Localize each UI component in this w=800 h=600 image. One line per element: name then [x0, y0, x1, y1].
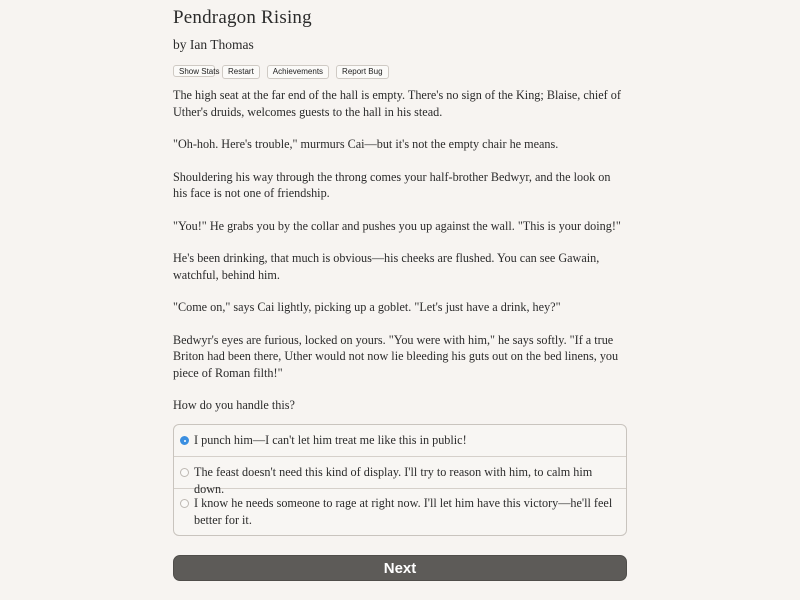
choice-label: I punch him—I can't let him treat me like this in public! [194, 433, 467, 447]
story-paragraph: The high seat at the far end of the hall is empty. There's no sign of the King; Blaise, chief of Uther's druids, welcomes guests to the hall in his stead. [173, 88, 621, 119]
story-paragraph: Bedwyr's eyes are furious, locked on yours. "You were with him," he says softly. "If a true Briton had been there, Uther would not now lie bleeding his guts out on the bed linens, you piece of Roman filth!" [173, 332, 619, 380]
story-text [173, 87, 627, 430]
story-paragraph: Shouldering his way through the throng comes your half-brother Bedwyr, and the look on his face is not one of friendship. [173, 169, 611, 200]
game-byline: by Ian Thomas [173, 37, 254, 52]
choice-list [173, 424, 627, 536]
radio-unselected-icon[interactable] [180, 468, 189, 477]
story-paragraph: "You!" He grabs you by the collar and pushes you up against the wall. "This is your doing!" [173, 218, 621, 233]
choice-option-let-him-win[interactable] [174, 489, 626, 536]
choice-label: The feast doesn't need this kind of display. I'll try to reason with him, to calm him down. [194, 465, 593, 496]
radio-unselected-icon[interactable] [180, 499, 189, 508]
choice-prompt: How do you handle this? [173, 398, 295, 412]
story-paragraph: "Oh-hoh. Here's trouble," murmurs Cai—but it's not the empty chair he means. [173, 137, 559, 151]
game-title: Pendragon Rising [173, 7, 312, 28]
show-stats-button[interactable]: Show Stats [173, 65, 215, 77]
next-button[interactable]: Next [173, 555, 627, 581]
restart-button[interactable]: Restart [222, 65, 260, 79]
radio-selected-icon[interactable] [180, 436, 189, 445]
choice-option-punch[interactable] [174, 425, 626, 457]
choice-option-reason[interactable] [174, 457, 626, 496]
game-toolbar [173, 65, 389, 79]
story-paragraph: "Come on," says Cai lightly, picking up a goblet. "Let's just have a drink, hey?" [173, 300, 561, 314]
achievements-button[interactable]: Achievements [267, 65, 329, 79]
choice-label: I know he needs someone to rage at right now. I'll let him have this victory—he'll feel better for it. [194, 496, 613, 527]
report-bug-button[interactable]: Report Bug [336, 65, 388, 79]
story-paragraph: He's been drinking, that much is obvious—his cheeks are flushed. You can see Gawain, watchful, behind him. [173, 251, 600, 282]
